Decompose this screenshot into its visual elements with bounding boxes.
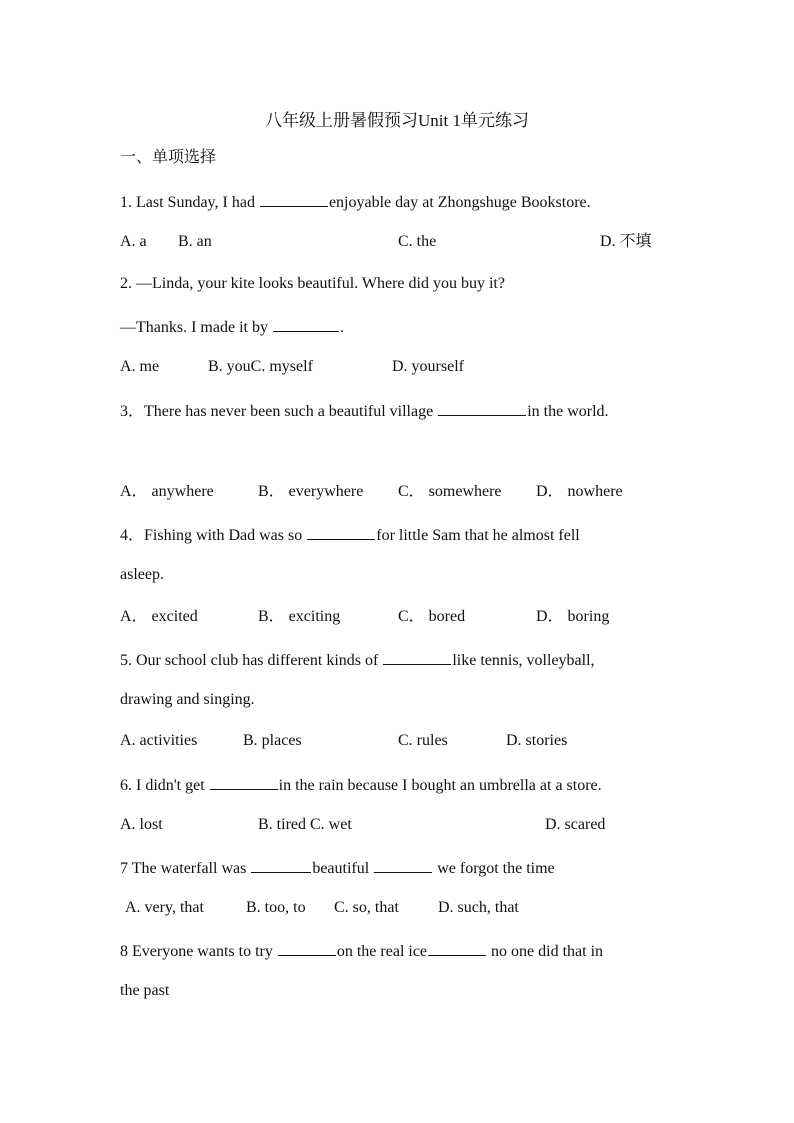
question-3-option-d: D． nowhere (536, 483, 623, 500)
answer-blank (251, 856, 311, 873)
worksheet-title: 八年级上册暑假预习Unit 1单元练习 (265, 111, 529, 130)
section-heading: 一、单项选择 (120, 149, 217, 166)
question-7-option-b: B. too, to (246, 899, 306, 916)
question-6 (120, 773, 602, 796)
question-4-line-1 (120, 523, 580, 546)
question-8-line-2: the past (120, 982, 170, 999)
question-4-option-d: D． boring (536, 608, 610, 625)
question-8-text-pre: 8 Everyone wants to try (120, 943, 277, 960)
question-2-option-d: D. yourself (392, 358, 464, 375)
question-2-text-pre: —Thanks. I made it by (120, 319, 272, 336)
question-5-option-a: A. activities (120, 732, 198, 749)
question-6-option-bc: B. tired C. wet (258, 816, 352, 833)
answer-blank (428, 939, 486, 956)
question-4-text-post: for little Sam that he almost fell (376, 527, 580, 544)
question-7-option-c: C. so, that (334, 899, 399, 916)
question-4-option-c: C． bored (398, 608, 466, 625)
question-8-line-1 (120, 939, 603, 962)
question-3-text-pre: 3．There has never been such a beautiful village (120, 403, 438, 420)
question-1-option-a: A. a (120, 233, 147, 250)
question-5-option-c: C. rules (398, 732, 448, 749)
question-7-text-pre: 7 The waterfall was (120, 860, 251, 877)
question-2-option-a: A. me (120, 358, 160, 375)
question-1-text-pre: 1. Last Sunday, I had (120, 194, 259, 211)
question-1-option-d: D. 不填 (600, 233, 652, 250)
question-4-option-b: B． exciting (258, 608, 341, 625)
answer-blank (278, 939, 336, 956)
question-7-text-post: we forgot the time (433, 860, 555, 877)
question-2-text-post: . (339, 319, 344, 336)
question-6-text-pre: 6. I didn't get (120, 777, 209, 794)
question-4-text-pre: 4．Fishing with Dad was so (120, 527, 307, 544)
question-5-line-2: drawing and singing. (120, 691, 255, 708)
question-2-line-2 (120, 315, 344, 338)
question-6-option-d: D. scared (545, 816, 606, 833)
question-3 (120, 399, 609, 422)
question-1-option-c: C. the (398, 233, 437, 250)
question-3-text-post: in the world. (527, 403, 609, 420)
question-7-option-d: D. such, that (438, 899, 519, 916)
question-5-option-b: B. places (243, 732, 302, 749)
question-5-text-pre: 5. Our school club has different kinds of (120, 652, 383, 669)
question-7 (120, 856, 555, 879)
question-1-option-b: B. an (178, 233, 212, 250)
question-6-option-a: A. lost (120, 816, 163, 833)
answer-blank (307, 523, 375, 540)
question-3-option-a: A． anywhere (120, 483, 214, 500)
question-6-text-post: in the rain because I bought an umbrella at a store. (278, 777, 602, 794)
question-1-text-post: enjoyable day at Zhongshuge Bookstore. (328, 194, 591, 211)
answer-blank (383, 648, 451, 665)
question-3-option-c: C． somewhere (398, 483, 502, 500)
question-4-option-a: A． excited (120, 608, 198, 625)
question-5-line-1 (120, 648, 595, 671)
question-8-text-mid: on the real ice (336, 943, 428, 960)
answer-blank (438, 399, 526, 416)
answer-blank (210, 773, 278, 790)
answer-blank (374, 856, 432, 873)
question-2-option-bc: B. youC. myself (208, 358, 313, 375)
question-1 (120, 190, 591, 213)
question-5-option-d: D. stories (506, 732, 568, 749)
question-3-option-b: B． everywhere (258, 483, 364, 500)
question-7-option-a: A. very, that (125, 899, 204, 916)
question-5-text-post: like tennis, volleyball, (452, 652, 595, 669)
answer-blank (260, 190, 328, 207)
question-7-text-mid: beautiful (312, 860, 374, 877)
question-2-line-1: 2. —Linda, your kite looks beautiful. Where did you buy it? (120, 275, 505, 292)
question-4-line-2: asleep. (120, 566, 164, 583)
question-8-text-post: no one did that in (487, 943, 604, 960)
answer-blank (273, 315, 339, 332)
